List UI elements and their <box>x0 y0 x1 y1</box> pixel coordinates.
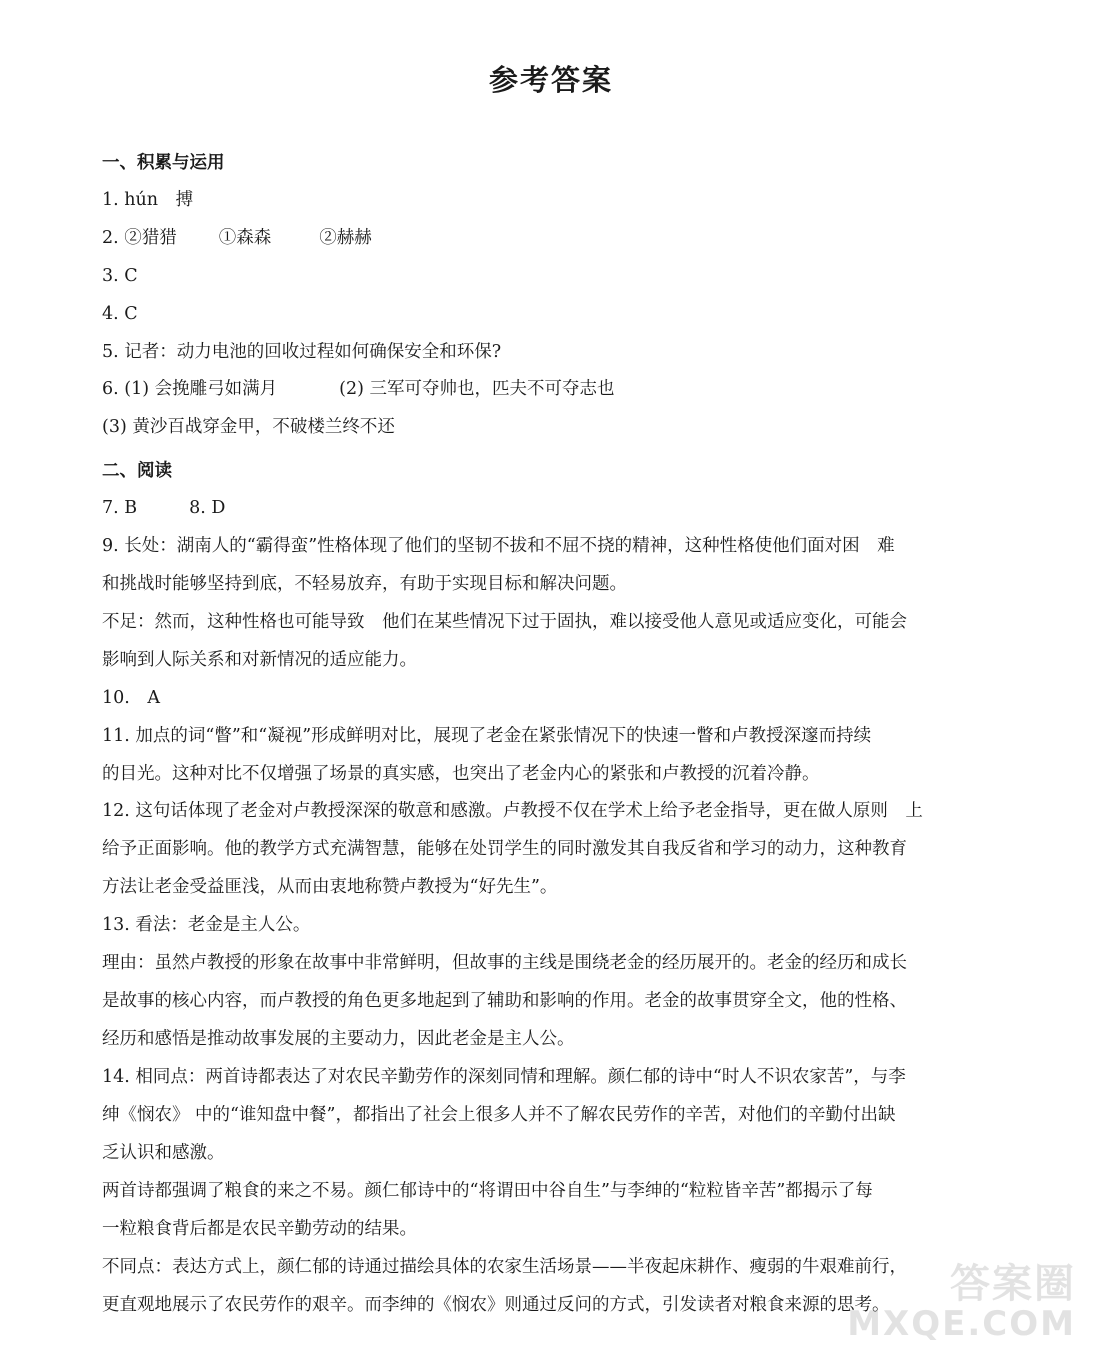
answer-14-line-7: 更直观地展示了农民劳作的艰辛。而李绅的《悯农》则通过反问的方式，引发读者对粮食来源的思考。 <box>102 1295 890 1315</box>
answer-2 <box>102 226 372 250</box>
answer-14-line-1: 14. 相同点：两首诗都表达了对农民辛勤劳作的深刻同情和理解。颜仁郁的诗中“时人不识农家苦”，与李 <box>102 1067 906 1087</box>
answer-6 <box>102 377 614 401</box>
page-title: 参考答案 <box>488 63 613 97</box>
answer-13-line-1: 13. 看法：老金是主人公。 <box>102 915 311 935</box>
answer-9-line-4: 影响到人际关系和对新情况的适应能力。 <box>102 650 417 670</box>
answer-11-line-1: 11. 加点的词“瞥”和“凝视”形成鲜明对比，展现了老金在紧张情况下的快速一瞥和卢教授深邃而持续 <box>102 726 872 746</box>
answer-13-line-4: 经历和感悟是推动故事发展的主要动力，因此老金是主人公。 <box>102 1029 575 1049</box>
answer-7: 7. B <box>102 498 138 518</box>
answer-10: 10. A <box>102 688 160 708</box>
answer-5: 5. 记者：动力电池的回收过程如何确保安全和环保? <box>102 342 502 362</box>
answer-1: 1. hún 搏 <box>102 190 194 210</box>
answer-11-line-2: 的目光。这种对比不仅增强了场景的真实感，也突出了老金内心的紧张和卢教授的沉着冷静。 <box>102 764 820 784</box>
answer-14-line-2: 绅《悯农》 中的“谁知盘中餐”，都指出了社会上很多人并不了解农民劳作的辛苦，对他们的辛勤付出缺 <box>102 1105 896 1125</box>
answer-7-8 <box>102 496 225 520</box>
answer-2-part-c: ②赫赫 <box>319 228 372 248</box>
section-heading-accumulation: 一、积累与运用 <box>102 153 225 173</box>
answer-14-line-6: 不同点：表达方式上，颜仁郁的诗通过描绘具体的农家生活场景——半夜起床耕作、瘦弱的牛艰难前行， <box>102 1257 907 1277</box>
answer-14-line-4: 两首诗都强调了粮食的来之不易。颜仁郁诗中的“将谓田中谷自生”与李绅的“粒粒皆辛苦”都揭示了每 <box>102 1181 873 1201</box>
answer-6-part-3: (3) 黄沙百战穿金甲，不破楼兰终不还 <box>102 417 395 437</box>
answer-2-part-b: ①森森 <box>218 228 272 248</box>
answer-2-part-a: 2. ②猎猎 <box>102 228 177 248</box>
answer-3: 3. C <box>102 266 138 286</box>
watermark-cn-text: 答案圈 <box>950 1261 1076 1307</box>
answer-4: 4. C <box>102 304 138 324</box>
answer-13-line-3: 是故事的核心内容，而卢教授的角色更多地起到了辅助和影响的作用。老金的故事贯穿全文，他的性格、 <box>102 991 907 1011</box>
site-watermark <box>847 1252 1084 1344</box>
answer-14-line-3: 乏认识和感激。 <box>102 1143 225 1163</box>
answer-9-line-3: 不足：然而，这种性格也可能导致 他们在某些情况下过于固执，难以接受他人意见或适应变化，可能会 <box>102 612 907 632</box>
answer-8: 8. D <box>189 498 226 518</box>
watermark-en-text: MXQE.COM <box>847 1304 1076 1344</box>
answer-12-line-1: 12. 这句话体现了老金对卢教授深深的敬意和感激。卢教授不仅在学术上给予老金指导，更在做人原则 上 <box>102 801 923 821</box>
answer-12-line-2: 给予正面影响。他的教学方式充满智慧，能够在处罚学生的同时激发其自我反省和学习的动力，这种教育 <box>102 839 907 859</box>
answer-9-line-2: 和挑战时能够坚持到底，不轻易放弃，有助于实现目标和解决问题。 <box>102 574 627 594</box>
section-heading-reading: 二、阅读 <box>102 461 172 481</box>
answer-6-part-2: (2) 三军可夺帅也，匹夫不可夺志也 <box>339 379 615 399</box>
answer-12-line-3: 方法让老金受益匪浅，从而由衷地称赞卢教授为“好先生”。 <box>102 877 558 897</box>
answer-13-line-2: 理由：虽然卢教授的形象在故事中非常鲜明，但故事的主线是围绕老金的经历展开的。老金的经历和成长 <box>102 953 907 973</box>
answer-9-line-1: 9. 长处：湖南人的“霸得蛮”性格体现了他们的坚韧不拔和不屈不挠的精神，这种性格使他们面对困 难 <box>102 536 895 556</box>
answer-6-part-1: 6. (1) 会挽雕弓如满月 <box>102 379 278 399</box>
answer-14-line-5: 一粒粮食背后都是农民辛勤劳动的结果。 <box>102 1219 417 1239</box>
